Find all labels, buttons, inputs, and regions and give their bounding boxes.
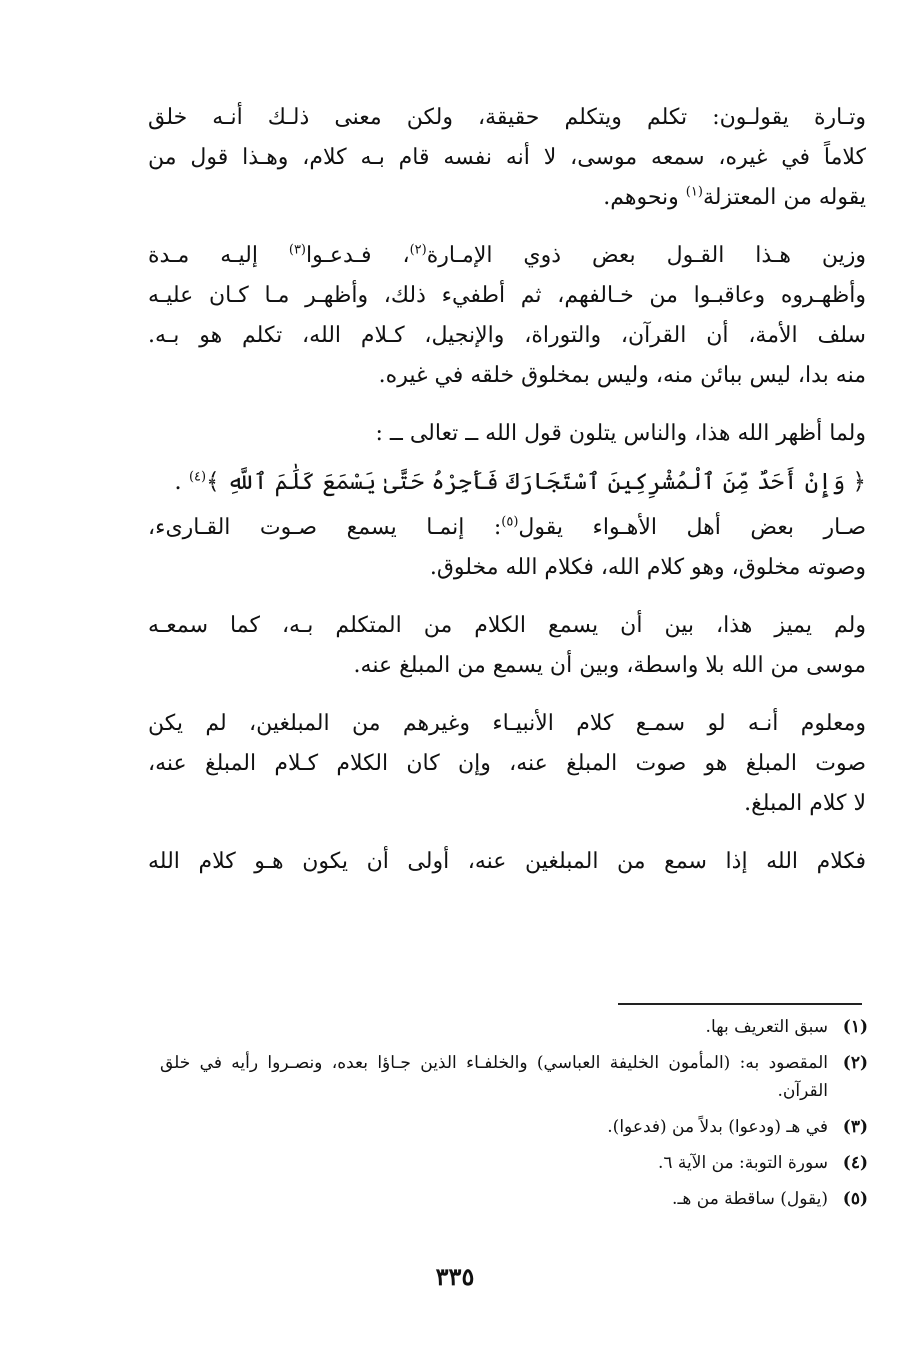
text-segment: يقوله من المعتزلة [702,185,866,210]
footnote-text: سبق التعريف بها. [705,1017,828,1037]
paragraph-4 [148,508,866,588]
footnote-text: سورة التوبة: من الآية ٦. [657,1153,828,1173]
footnote-ref-3: (٣) [288,242,306,258]
footnote-item [160,1113,868,1141]
footnote-item [160,1185,868,1213]
footnote-item [160,1013,868,1041]
text-line: ولما أظهر الله هذا، والناس يتلون قول الله ــ تعالى ــ : [375,421,866,446]
text-line [148,236,866,276]
footnote-number: (٢) [842,1053,868,1073]
main-text [148,98,866,900]
quran-verse [148,462,866,502]
verse-text: ﴿ وَإِنْ أَحَدٌ مِّنَ ٱلْمُشْرِكِينَ ٱسْتَجَارَكَ فَأَجِرْهُ حَتَّىٰ يَسْمَعَ كَلَٰمَ ٱللَّهِ ﴾ [206,469,866,495]
footnote-ref-2: (٢) [409,242,427,258]
text-line: ولم يميز هذا، بين أن يسمع الكلام من المتكلم بـه، كما سمعـه [148,613,866,638]
verse-end: . [174,469,182,495]
paragraph-1 [148,98,866,218]
text-line: منه بدا، ليس ببائن منه، وليس بمخلوق خلقه في غيره. [378,363,866,388]
text-line [148,508,866,548]
footnote-item [160,1149,868,1177]
footnote-number: (١) [842,1017,868,1037]
paragraph-2 [148,236,866,396]
footnote-text: (يقول) ساقطة من هـ. [672,1189,828,1209]
text-line: وصوته مخلوق، وهو كلام الله، فكلام الله مخلوق. [429,555,866,580]
text-line: ومعلوم أنـه لو سمـع كلام الأنبيـاء وغيرهم من المبلغين، لم يكن [148,711,866,736]
paragraph-5 [148,606,866,686]
text-segment: وزين هـذا القـول بعض ذوي الإمـارة [426,243,867,268]
text-line: وتـارة يقولـون: تكلم ويتكلم حقيقة، ولكن معنى ذلـك أنـه خلق [148,105,866,130]
text-segment: : إنمـا يسمع صـوت القـارىء، [148,515,502,540]
paragraph-7 [148,842,866,882]
page-number: ٣٣٥ [435,1262,475,1291]
footnote-item [160,1049,868,1105]
text-segment: صـار بعض أهل الأهـواء يقول [518,515,867,540]
footnote-divider [618,1003,862,1005]
footnote-text: المقصود به: (المأمون الخليفة العباسي) والخلفـاء الذين جـاؤا بعده، ونصـروا رأيه في خلق القرآن. [160,1053,828,1101]
text-segment: إليـه مـدة [148,243,289,268]
text-line: فكلام الله إذا سمع من المبلغين عنه، أولى أن يكون هـو كلام الله [148,849,866,874]
footnote-number: (٥) [842,1189,868,1209]
text-line: وأظهـروه وعاقبـوا من خـالفهم، ثم أطفيء ذلك، وأظهـر مـا كـان عليـه [148,283,866,308]
text-segment: ، فـدعـوا [306,243,410,268]
footnotes [160,1013,868,1221]
text-line [148,178,866,218]
text-line: سلف الأمة، أن القرآن، والتوراة، والإنجيل، كـلام الله، تكلم هو بـه. [148,323,866,348]
paragraph-6 [148,704,866,824]
text-segment: ونحوهم. [603,185,686,210]
footnote-ref-1: (١) [685,184,703,200]
text-line: كلاماً في غيره، سمعه موسى، لا أنه نفسه قام بـه كلام، وهـذا قول من [148,145,866,170]
footnote-ref-5: (٥) [501,514,519,530]
footnote-number: (٤) [842,1153,868,1173]
footnote-number: (٣) [842,1117,868,1137]
text-line: لا كلام المبلغ. [744,791,866,816]
footnote-text: في هـ (ودعوا) بدلاً من (فدعوا). [607,1117,828,1137]
footnote-ref-4: (٤) [188,469,207,485]
text-line: صوت المبلغ هو صوت المبلغ عنه، وإن كان الكلام كـلام المبلغ عنه، [148,751,866,776]
paragraph-3 [148,414,866,454]
text-line: موسى من الله بلا واسطة، وبين أن يسمع من المبلغ عنه. [353,653,866,678]
